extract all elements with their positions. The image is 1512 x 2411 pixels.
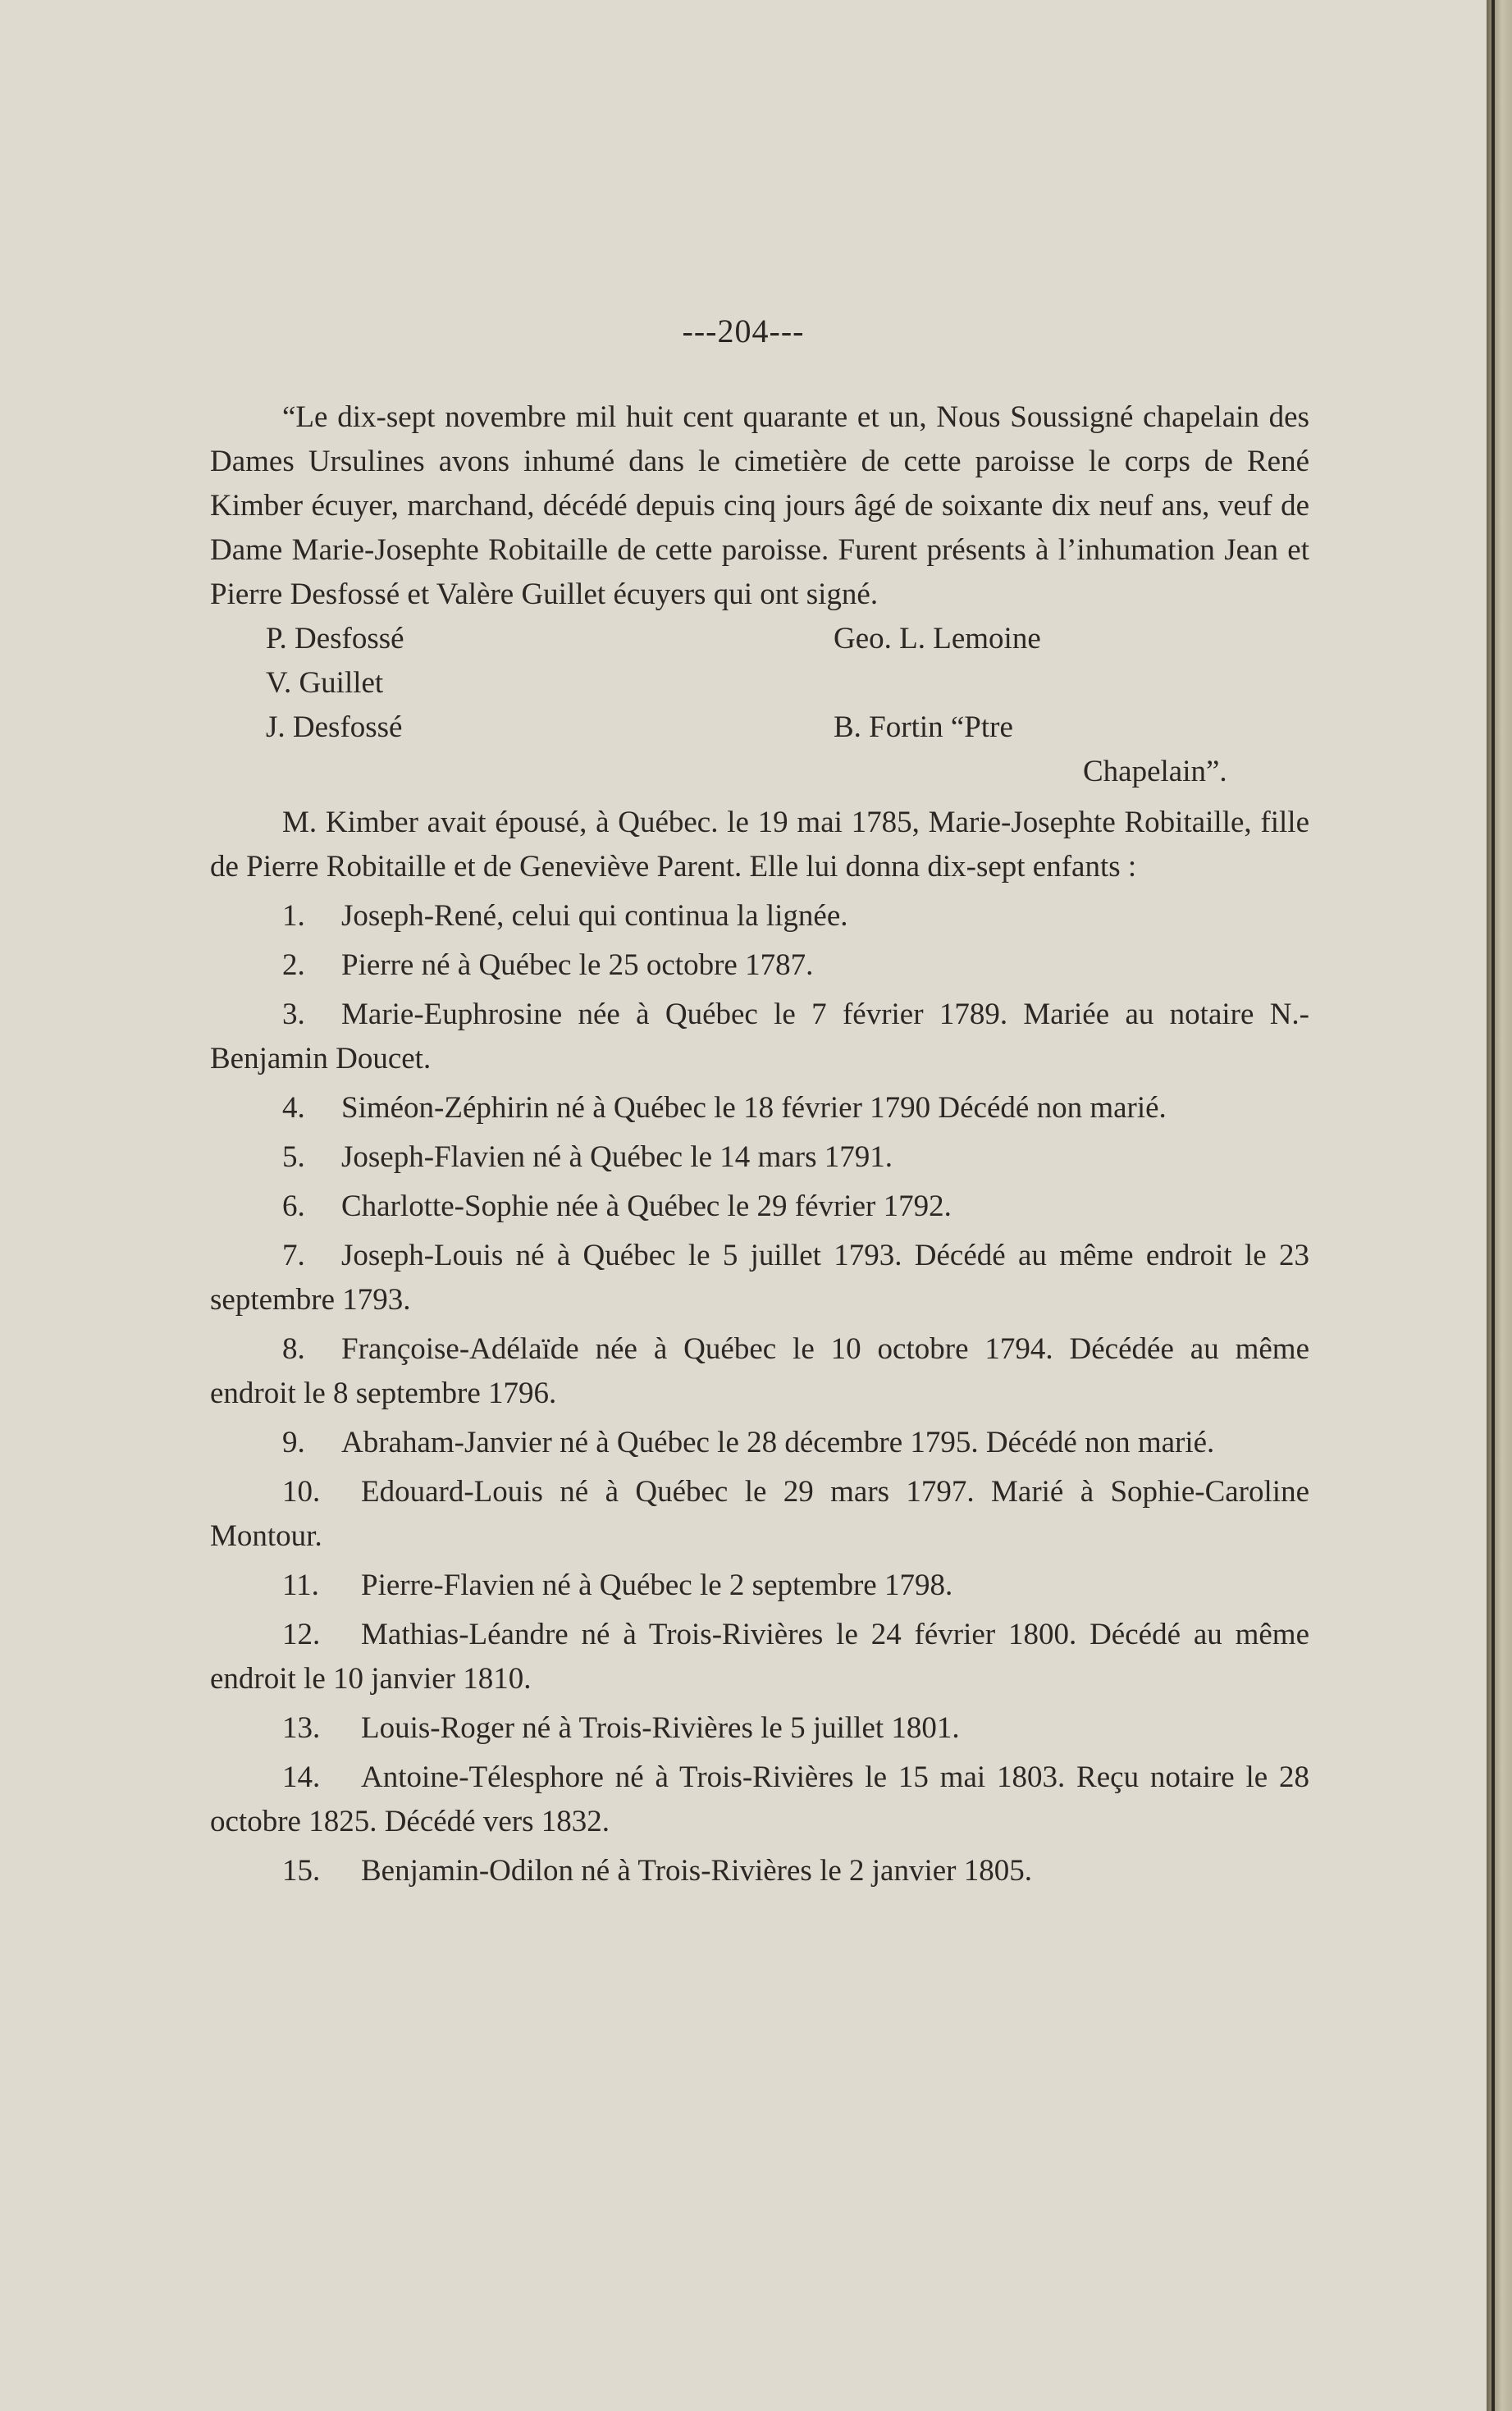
child-number: 7.	[282, 1239, 305, 1272]
child-number: 9.	[282, 1426, 305, 1459]
child-entry	[210, 1421, 1309, 1465]
children-list	[210, 894, 1309, 1893]
child-text: Marie-Euphrosine née à Québec le 7 février 1789. Mariée au notaire N.-Benjamin Doucet.	[210, 998, 1309, 1075]
child-entry	[210, 993, 1309, 1081]
child-text: Antoine-Télesphore né à Trois-Rivières le 15 mai 1803. Reçu notaire le 28 octobre 1825. Décédé vers 1832.	[210, 1760, 1309, 1838]
child-text: Joseph-Flavien né à Québec le 14 mars 1791.	[341, 1140, 893, 1174]
signature-row-3	[210, 705, 1309, 750]
child-text: Joseph-René, celui qui continua la lignée.	[341, 899, 848, 933]
signature-p-desfosse: P. Desfossé	[266, 622, 404, 655]
child-text: Pierre né à Québec le 25 octobre 1787.	[341, 948, 814, 982]
child-text: Siméon-Zéphirin né à Québec le 18 février 1790 Décédé non marié.	[341, 1091, 1167, 1125]
child-number: 3.	[282, 998, 305, 1031]
marriage-paragraph: M. Kimber avait épousé, à Québec. le 19 mai 1785, Marie-Josephte Robitaille, fille de Pierre Robitaille et de Geneviève Parent. Elle lui donna dix-sept enfants :	[210, 806, 1309, 884]
child-text: Charlotte-Sophie née à Québec le 29 février 1792.	[341, 1190, 952, 1223]
signature-chapelain: Chapelain”.	[1083, 755, 1227, 788]
child-entry	[210, 1470, 1309, 1559]
child-number: 6.	[282, 1190, 305, 1223]
child-text: Mathias-Léandre né à Trois-Rivières le 24 février 1800. Décédé au même endroit le 10 janvier 1810.	[210, 1618, 1309, 1696]
child-text: Edouard-Louis né à Québec le 29 mars 1797. Marié à Sophie-Caroline Montour.	[210, 1475, 1309, 1553]
child-number: 13.	[282, 1711, 321, 1745]
page-number: ---204---	[682, 313, 805, 349]
child-entry	[210, 943, 1309, 988]
signature-row-1	[210, 617, 1309, 661]
child-entry	[210, 1756, 1309, 1844]
child-number: 15.	[282, 1854, 321, 1888]
book-edge	[1487, 0, 1512, 2411]
child-number: 2.	[282, 948, 305, 982]
child-entry	[210, 1564, 1309, 1608]
child-number: 1.	[282, 899, 305, 933]
child-number: 10.	[282, 1475, 321, 1509]
signature-row-2	[210, 661, 1309, 705]
child-entry	[210, 1135, 1309, 1180]
child-entry	[210, 1706, 1309, 1751]
child-number: 8.	[282, 1332, 305, 1366]
child-number: 14.	[282, 1760, 321, 1794]
signature-lemoine: Geo. L. Lemoine	[834, 622, 1041, 655]
burial-record-paragraph: “Le dix-sept novembre mil huit cent quarante et un, Nous Soussigné chapelain des Dames Ursulines avons inhumé dans le cimetière de cette paroisse le corps de René Kimber écuyer, marchand, décédé depuis cinq jours âgé de soixante dix neuf ans, veuf de Dame Marie-Josephte Robitaille de cette paroisse. Furent présents à l’inhumation Jean et Pierre Desfossé et Valère Guillet écuyers qui ont signé.	[210, 400, 1309, 611]
child-entry	[210, 1185, 1309, 1229]
child-text: Françoise-Adélaïde née à Québec le 10 octobre 1794. Décédée au même endroit le 8 septembre 1796.	[210, 1332, 1309, 1410]
child-text: Pierre-Flavien né à Québec le 2 septembre 1798.	[361, 1569, 953, 1602]
signature-j-desfosse: J. Desfossé	[266, 710, 403, 744]
child-text: Abraham-Janvier né à Québec le 28 décembre 1795. Décédé non marié.	[341, 1426, 1215, 1459]
child-text: Joseph-Louis né à Québec le 5 juillet 1793. Décédé au même endroit le 23 septembre 1793.	[210, 1239, 1309, 1317]
child-number: 12.	[282, 1618, 321, 1651]
signature-v-guillet: V. Guillet	[266, 666, 384, 700]
child-text: Louis-Roger né à Trois-Rivières le 5 juillet 1801.	[361, 1711, 960, 1745]
child-number: 4.	[282, 1091, 305, 1125]
signature-fortin: B. Fortin “Ptre	[834, 710, 1013, 744]
child-number: 11.	[282, 1569, 319, 1602]
child-entry	[210, 1613, 1309, 1701]
child-entry	[210, 1327, 1309, 1416]
child-entry	[210, 894, 1309, 938]
child-text: Benjamin-Odilon né à Trois-Rivières le 2 janvier 1805.	[361, 1854, 1032, 1888]
page-edge-line	[1491, 0, 1495, 2411]
child-entry	[210, 1086, 1309, 1130]
child-entry	[210, 1234, 1309, 1322]
child-number: 5.	[282, 1140, 305, 1174]
page-body	[210, 395, 1309, 1893]
child-entry	[210, 1849, 1309, 1893]
